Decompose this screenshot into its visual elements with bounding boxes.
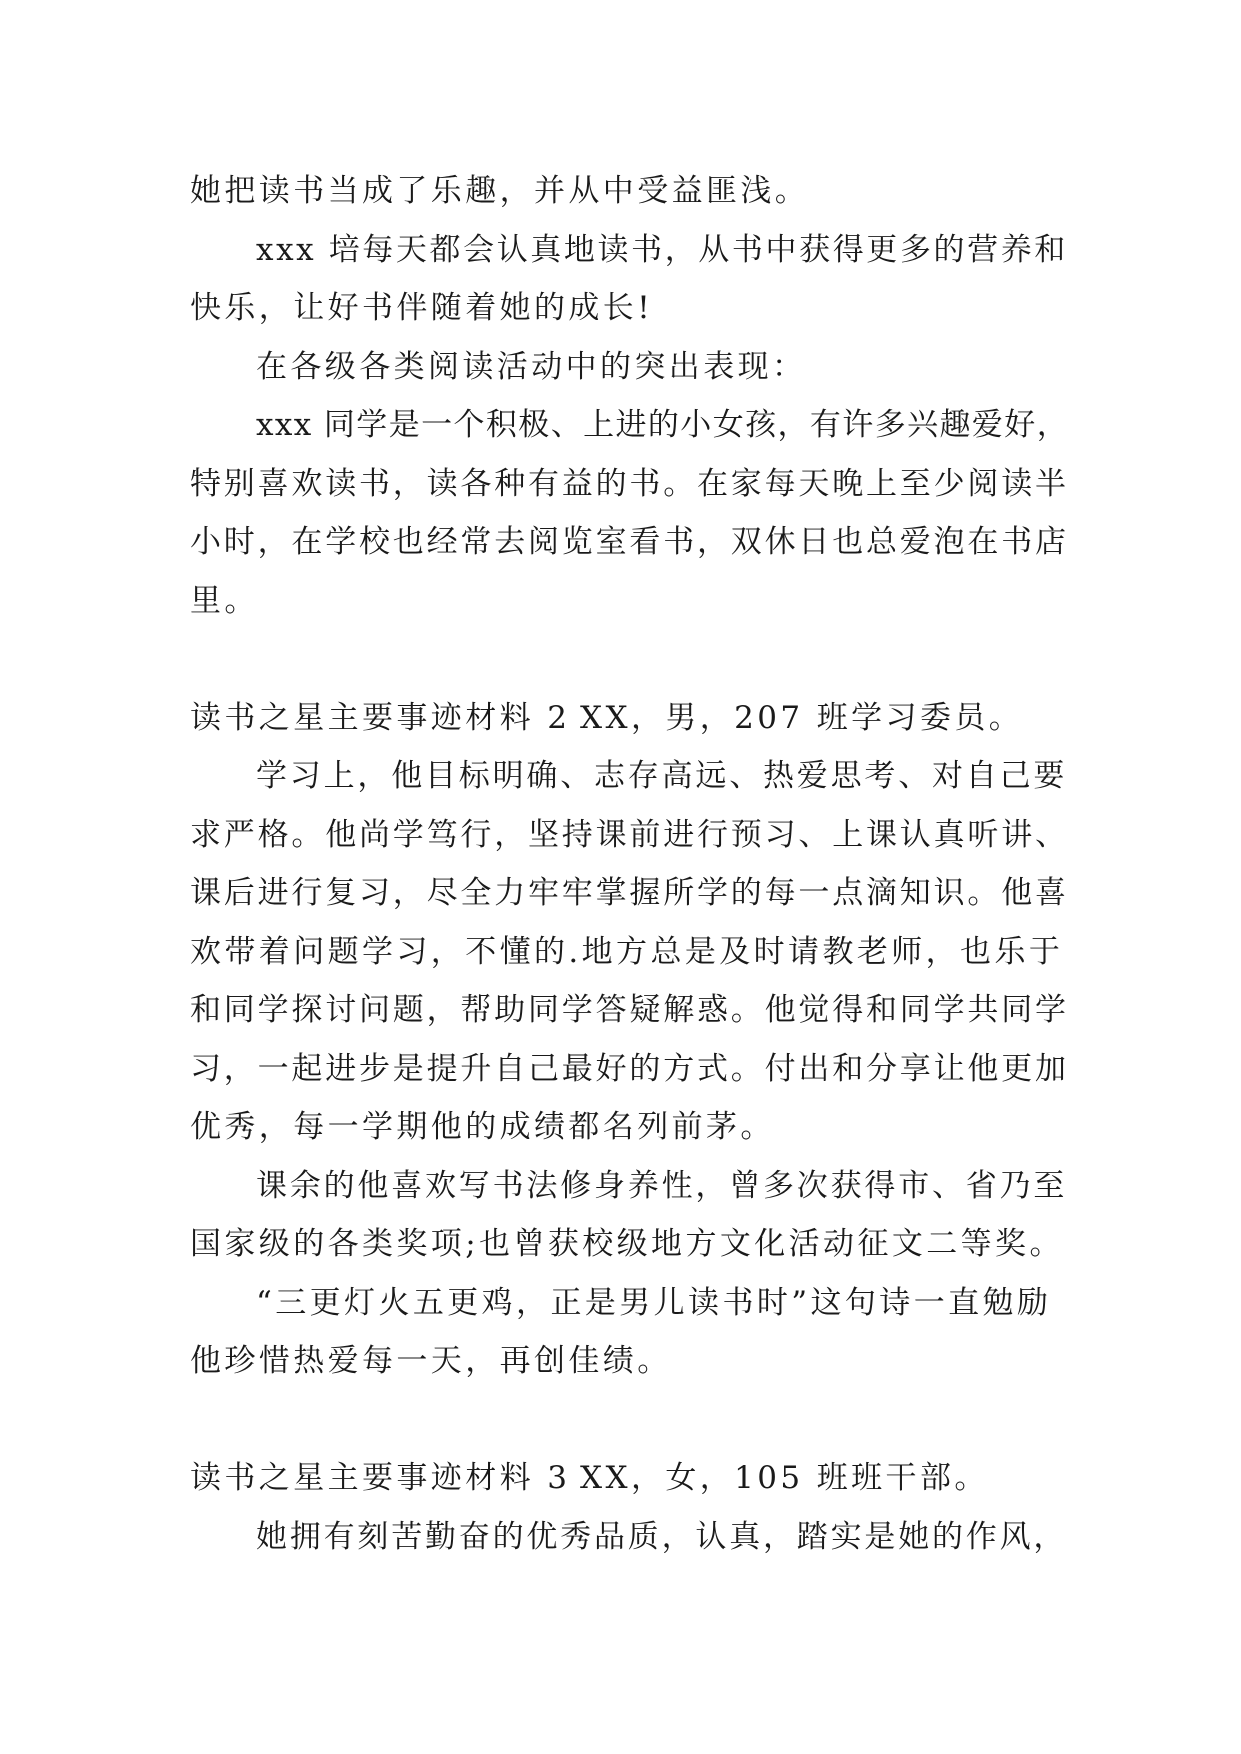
section-title: 读书之星主要事迹材料 3 <box>190 1460 571 1496</box>
paragraph-line: 求严格。他尚学笃行，坚持课前进行预习、上课认真听讲、 <box>190 816 1069 853</box>
section-student-info: XX，男，207 班学习委员。 <box>580 699 1024 736</box>
section-student-info: XX，女，105 班班干部。 <box>580 1460 989 1496</box>
paragraph-line: 快乐，让好书伴随着她的成长! <box>190 290 654 326</box>
paragraph-line: 欢带着问题学习，不懂的.地方总是及时请教老师，也乐于 <box>190 933 1064 970</box>
paragraph-line: 国家级的各类奖项;也曾获校级地方文化活动征文二等奖。 <box>190 1226 1064 1262</box>
paragraph-line: 习，一起进步是提升自己最好的方式。付出和分享让他更加 <box>190 1050 1069 1087</box>
paragraph-line: 她拥有刻苦勤奋的优秀品质，认真，踏实是她的作风， <box>256 1518 1068 1555</box>
paragraph-line: 在各级各类阅读活动中的突出表现： <box>256 348 807 385</box>
paragraph-line: 和同学探讨问题，帮助同学答疑解惑。他觉得和同学共同学 <box>190 992 1069 1028</box>
section-gap <box>190 1391 1070 1450</box>
paragraph-line: 优秀，每一学期他的成绩都名列前茅。 <box>190 1109 775 1145</box>
section-title: 读书之星主要事迹材料 2 <box>190 699 571 736</box>
document-body <box>190 162 1070 1566</box>
paragraph-line: 课余的他喜欢写书法修身养性，曾多次获得市、省乃至 <box>256 1167 1068 1204</box>
paragraph-line: 她把读书当成了乐趣，并从中受益匪浅。 <box>190 173 810 209</box>
paragraph-line: 里。 <box>190 582 259 619</box>
section-heading <box>190 1449 1070 1508</box>
section-gap <box>190 630 1070 689</box>
paragraph-line: 课后进行复习，尽全力牢牢掌握所学的每一点滴知识。他喜 <box>190 875 1069 911</box>
paragraph-line: xxx 培每天都会认真地读书，从书中获得更多的营养和 <box>256 231 1068 268</box>
paragraph-line: xxx 同学是一个积极、上进的小女孩，有许多兴趣爱好， <box>256 407 1070 443</box>
paragraph-line: 他珍惜热爱每一天，再创佳绩。 <box>190 1343 672 1379</box>
paragraph-line: 小时，在学校也经常去阅览室看书，双休日也总爱泡在书店 <box>190 524 1069 560</box>
section-heading <box>190 689 1070 748</box>
paragraph-line: 学习上，他目标明确、志存高远、热爱思考、对自己要 <box>256 758 1068 794</box>
paragraph-line: 特别喜欢读书，读各种有益的书。在家每天晚上至少阅读半 <box>190 465 1069 502</box>
paragraph-line: “三更灯火五更鸡，正是男儿读书时”这句诗一直勉励 <box>256 1284 1052 1321</box>
